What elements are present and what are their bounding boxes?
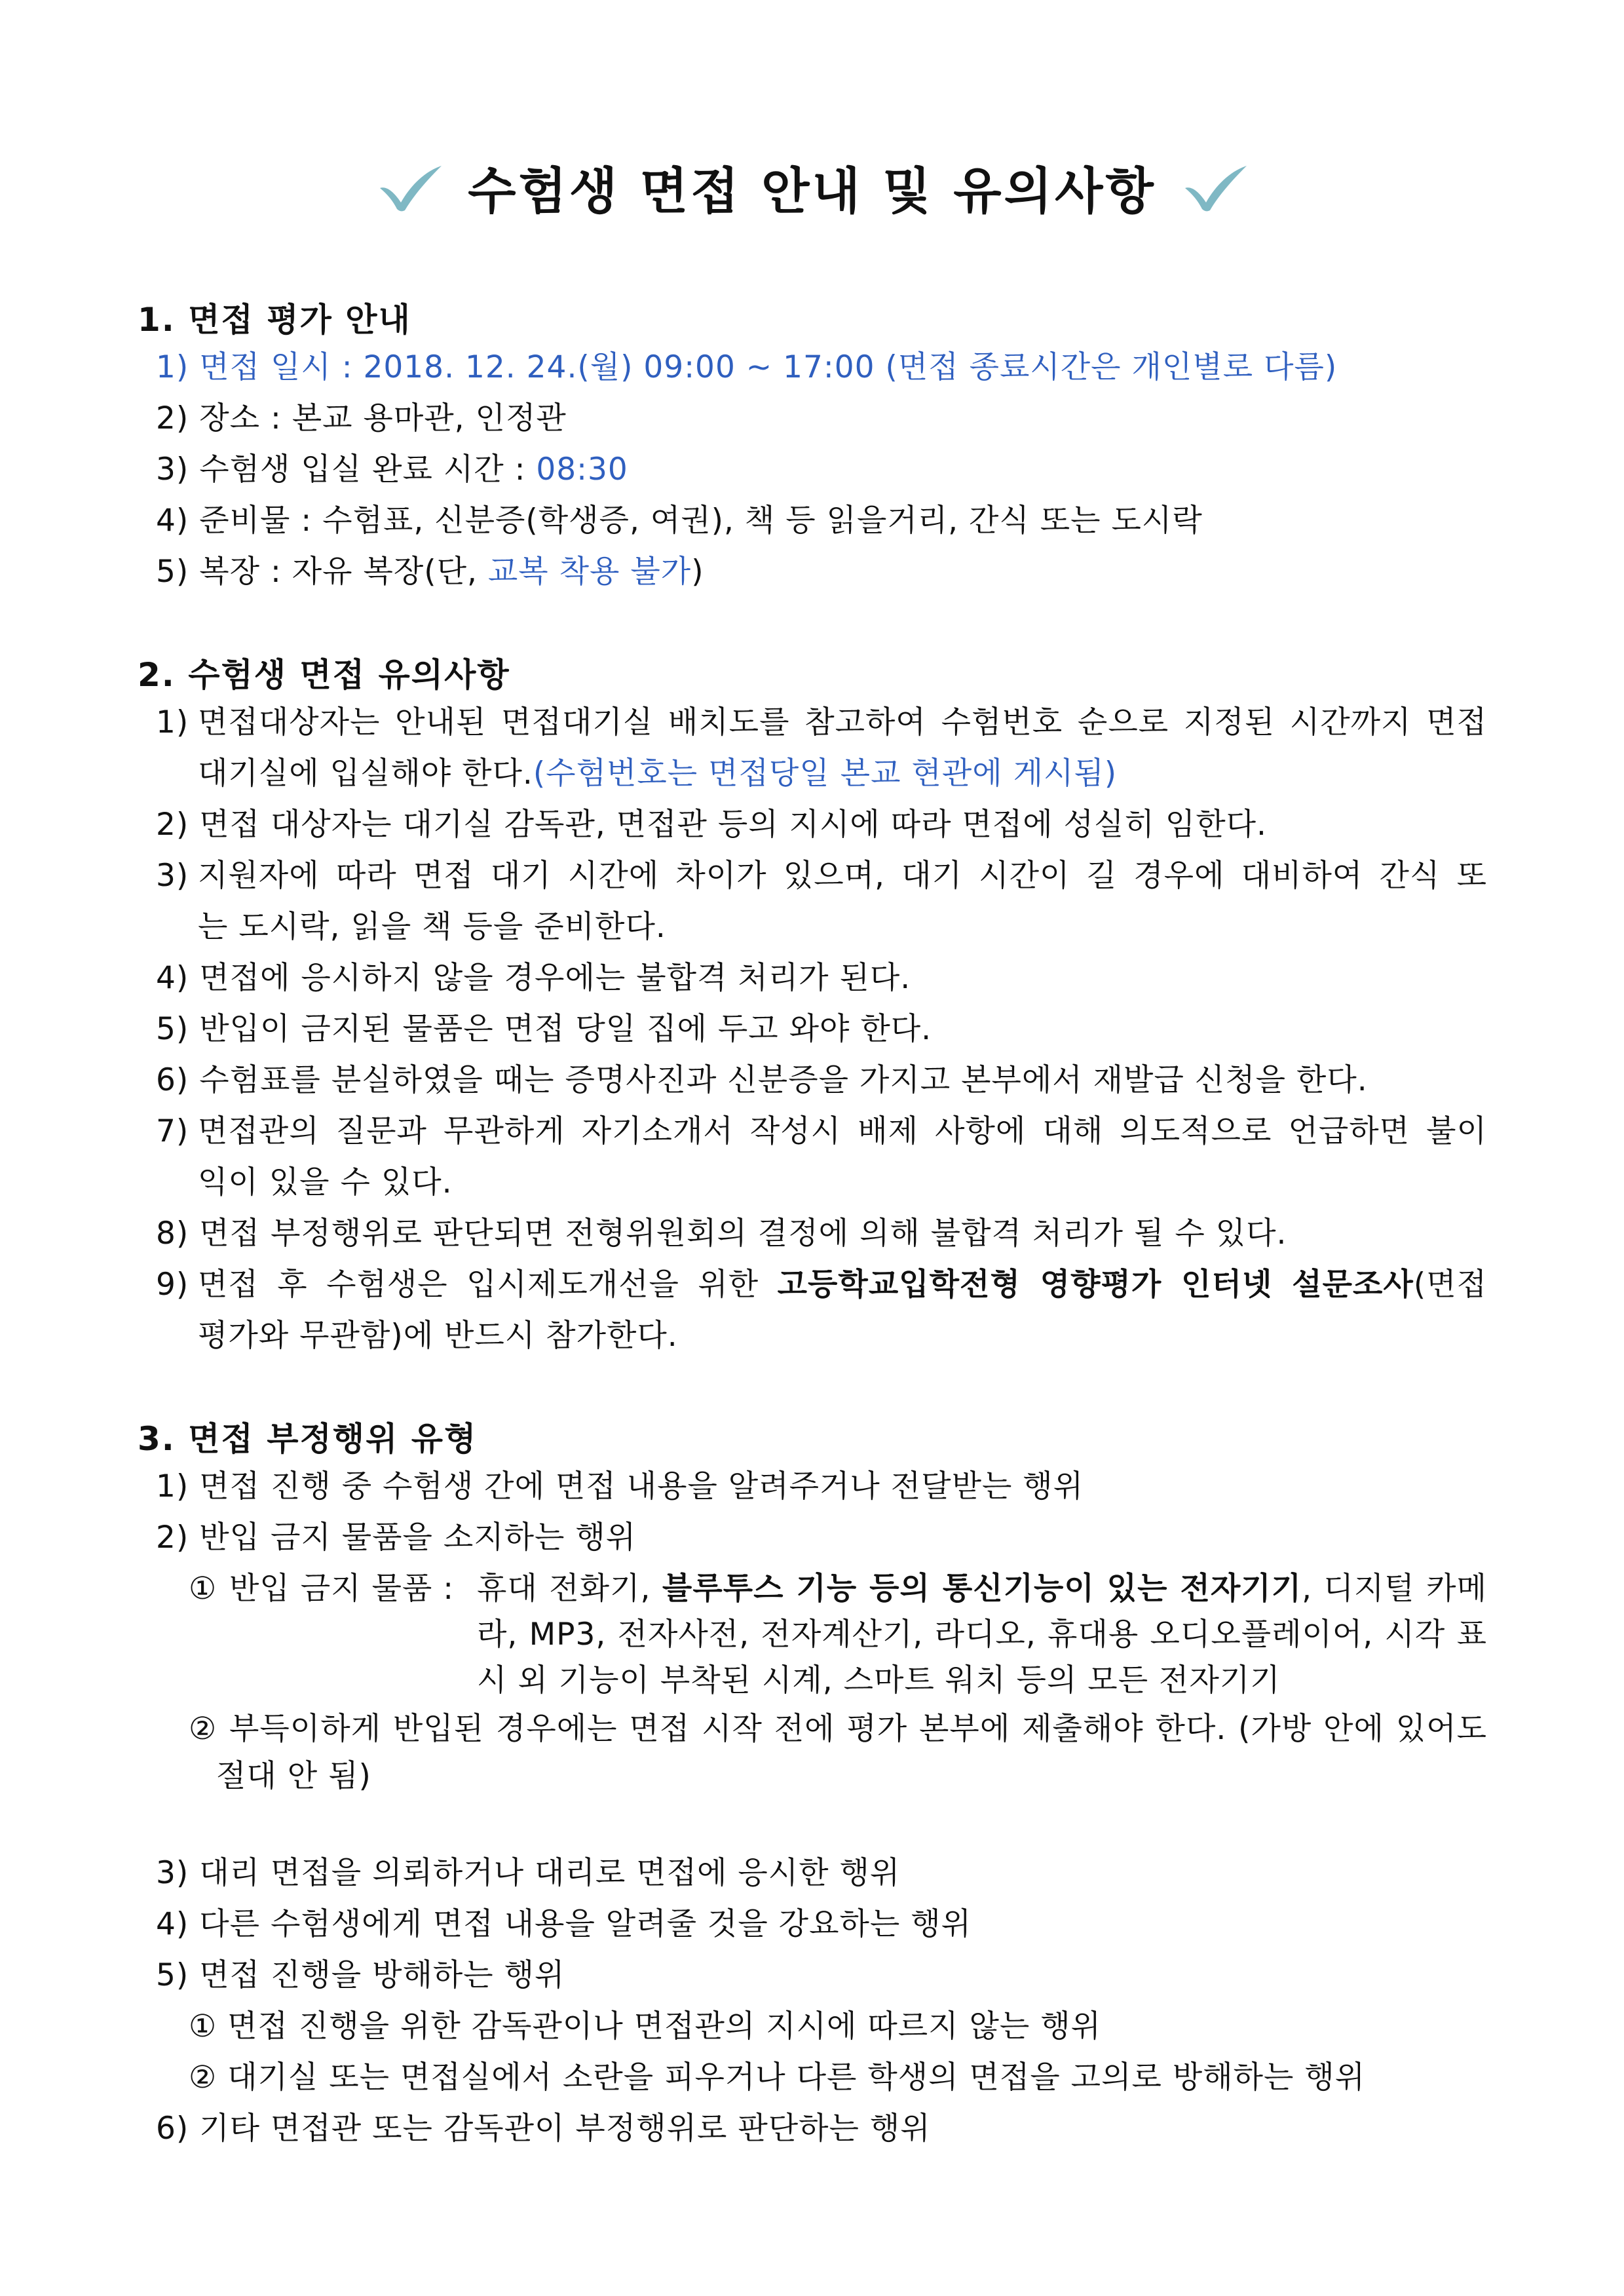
list-item — [156, 444, 628, 495]
sub-item-mark: ② — [189, 1711, 217, 1747]
item-text: 부득이하게 반입된 경우에는 면접 시작 전에 평가 본부에 제출해야 한다. (가방 안에 있어도 — [229, 1711, 1487, 1747]
item-text: 면접관의 질문과 무관하게 자기소개서 작성시 배제 사항에 대해 의도적으로 언급하면 불이 — [198, 1113, 1487, 1149]
item-text: 다른 수험생에게 면접 내용을 알려줄 것을 강요하는 행위 — [199, 1906, 972, 1942]
item-text: ) — [691, 554, 704, 590]
list-item — [156, 1848, 900, 1899]
item-text: 복장 : 자유 복장(단, — [199, 554, 488, 590]
item-text: 준비물 : 수험표, 신분증(학생증, 여권), 책 등 읽을거리, 간식 또는 도시락 — [199, 503, 1203, 539]
item-text: (면접 — [1413, 1267, 1487, 1303]
item-text: 는 도시락, 읽을 책 등을 준비한다. — [198, 909, 666, 945]
item-number: 4) — [156, 960, 189, 996]
item-number: 7) — [156, 1113, 189, 1149]
page-title: 수험생 면접 안내 및 유의사항 — [468, 161, 1156, 220]
item-text: 면접 진행을 위한 감독관이나 면접관의 지시에 따르지 않는 행위 — [227, 2008, 1102, 2044]
sub-item — [189, 2052, 1365, 2103]
item-text: , 디지털 카메 — [1302, 1571, 1487, 1607]
item-text: 대리 면접을 의뢰하거나 대리로 면접에 응시한 행위 — [199, 1855, 901, 1891]
bold-text: 고등학교입학전형 영향평가 인터넷 설문조사 — [777, 1267, 1414, 1303]
item-text: 수험표를 분실하였을 때는 증명사진과 신분증을 가지고 본부에서 재발급 신청을 한다. — [199, 1062, 1368, 1098]
list-item — [156, 1899, 972, 1950]
item-text: 면접에 응시하지 않을 경우에는 불합격 처리가 된다. — [199, 960, 911, 996]
item-text: 반입 금지 물품을 소지하는 행위 — [199, 1520, 637, 1556]
item-number: 3) — [156, 451, 189, 488]
list-item — [156, 1004, 932, 1055]
item-text: 면접 대상자는 대기실 감독관, 면접관 등의 지시에 따라 면접에 성실히 임한다. — [199, 807, 1267, 843]
section-heading: 3. 면접 부정행위 유형 — [138, 1420, 478, 1458]
item-text: 대기실 또는 면접실에서 소란을 피우거나 다른 학생의 면접을 고의로 방해하는 행위 — [227, 2059, 1366, 2095]
item-number: 4) — [156, 503, 189, 539]
item-text: 면접 일시 : 2018. 12. 24.(월) 09:00 ~ 17:00 (면접 종료시간은 개인별로 다름) — [199, 349, 1338, 385]
highlight-text: (수험번호는 면접당일 본교 현관에 게시됨) — [533, 756, 1118, 792]
item-number: 6) — [156, 1062, 189, 1098]
sub-item-label: 반입 금지 물품 : — [229, 1571, 455, 1607]
item-text: 익이 있을 수 있다. — [198, 1164, 453, 1200]
item-number: 3) — [156, 858, 189, 894]
item-number: 1) — [156, 1468, 189, 1504]
bold-text: 블루투스 기능 등의 통신기능이 있는 전자기기 — [662, 1571, 1302, 1607]
list-item — [156, 342, 1337, 393]
item-text: 반입이 금지된 물품은 면접 당일 집에 두고 와야 한다. — [199, 1011, 932, 1047]
list-item — [156, 953, 911, 1004]
item-text: 휴대 전화기, — [477, 1571, 662, 1607]
list-item — [156, 1208, 1287, 1259]
item-number: 8) — [156, 1215, 189, 1252]
sub-item-mark: ① — [189, 1571, 217, 1607]
item-text: 기타 면접관 또는 감독관이 부정행위로 판단하는 행위 — [199, 2111, 931, 2147]
item-number: 1) — [156, 704, 189, 740]
item-text: 장소 : 본교 용마관, 인정관 — [199, 400, 567, 436]
item-text: 면접 진행을 방해하는 행위 — [199, 1957, 565, 1993]
section-heading: 2. 수험생 면접 유의사항 — [138, 656, 510, 694]
item-text: 평가와 무관함)에 반드시 참가한다. — [198, 1318, 678, 1354]
item-number: 6) — [156, 2111, 189, 2147]
item-number: 3) — [156, 1855, 189, 1891]
item-number: 1) — [156, 349, 189, 385]
item-text: 절대 안 됨) — [216, 1758, 371, 1794]
list-item — [156, 546, 704, 598]
item-number: 4) — [156, 1906, 189, 1942]
item-text: 면접 부정행위로 판단되면 전형위원회의 결정에 의해 불합격 처리가 될 수 있다. — [199, 1215, 1287, 1252]
section-heading: 1. 면접 평가 안내 — [138, 301, 411, 339]
item-text — [477, 1563, 1487, 1615]
list-item — [156, 1461, 1084, 1512]
entry-time: 08:30 — [536, 451, 628, 488]
checkmark-icon — [1179, 161, 1251, 213]
sub-item-mark: ① — [189, 2008, 217, 2044]
list-item — [156, 495, 1203, 546]
item-text: 면접 진행 중 수험생 간에 면접 내용을 알려주거나 전달받는 행위 — [199, 1468, 1084, 1504]
item-number: 5) — [156, 554, 189, 590]
item-text: 면접대상자는 안내된 면접대기실 배치도를 참고하여 수험번호 순으로 지정된 시간까지 면접 — [198, 704, 1487, 740]
item-text: 수험생 입실 완료 시간 : — [199, 451, 537, 488]
item-text — [198, 748, 1117, 799]
item-number: 2) — [156, 400, 189, 436]
list-item — [156, 1950, 565, 2001]
item-text: 시 외 기능이 부착된 시계, 스마트 워치 등의 모든 전자기기 — [477, 1662, 1281, 1698]
item-number: 2) — [156, 1520, 189, 1556]
list-item — [156, 1055, 1368, 1106]
item-text: 라, MP3, 전자사전, 전자계산기, 라디오, 휴대용 오디오플레이어, 시각 표 — [477, 1617, 1487, 1653]
item-number: 5) — [156, 1011, 189, 1047]
item-number: 5) — [156, 1957, 189, 1993]
item-text: 지원자에 따라 면접 대기 시간에 차이가 있으며, 대기 시간이 길 경우에 대비하여 간식 또 — [198, 858, 1487, 894]
list-item — [156, 2103, 931, 2154]
list-item — [156, 393, 567, 444]
item-text — [198, 1259, 1487, 1311]
highlight-text: 교복 착용 불가 — [487, 554, 692, 590]
checkmark-icon — [373, 161, 445, 213]
sub-item — [189, 2001, 1101, 2052]
list-item — [156, 1512, 636, 1563]
list-item — [156, 799, 1267, 851]
item-number: 9) — [156, 1267, 189, 1303]
item-number: 2) — [156, 807, 189, 843]
sub-item-mark: ② — [189, 2059, 217, 2095]
title-row — [0, 141, 1624, 233]
item-text: 대기실에 입실해야 한다. — [198, 756, 533, 792]
item-text: 면접 후 수험생은 입시제도개선을 위한 — [198, 1267, 778, 1303]
